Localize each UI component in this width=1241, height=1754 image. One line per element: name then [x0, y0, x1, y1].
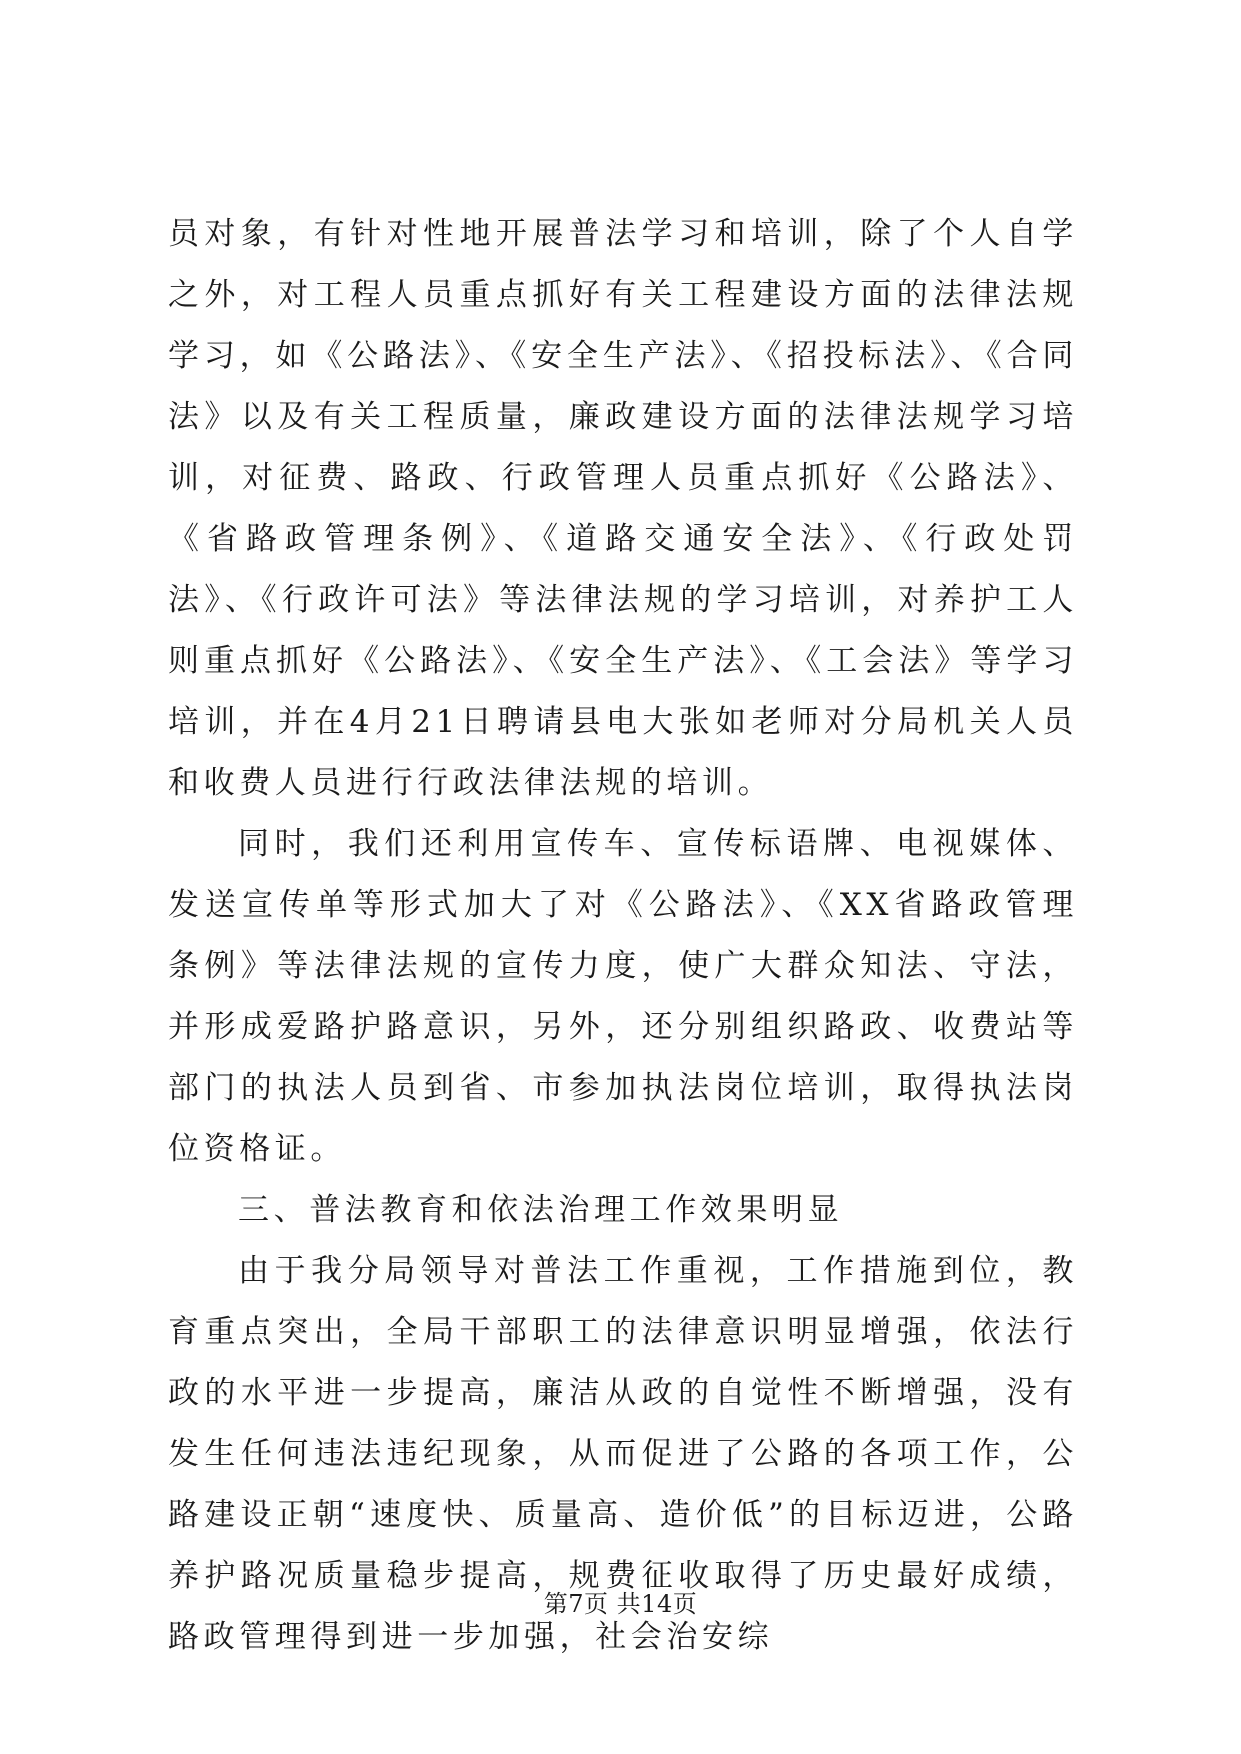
- document-body: [168, 204, 1078, 1668]
- paragraph-publicity: 同时，我们还利用宣传车、宣传标语牌、电视媒体、发送宣传单等形式加大了对《公路法》、《XX省路政管理条例》等法律法规的宣传力度，使广大群众知法、守法，并形成爱路护路意识，另外，还分别组织路政、收费站等部门的执法人员到省、市参加执法岗位培训，取得执法岗位资格证。: [168, 826, 1078, 1167]
- page-number-footer: 第7页 共14页: [543, 1590, 698, 1618]
- paragraph-training-content: 员对象，有针对性地开展普法学习和培训，除了个人自学之外，对工程人员重点抓好有关工程建设方面的法律法规学习，如《公路法》、《安全生产法》、《招投标法》、《合同法》以及有关工程质量，廉政建设方面的法律法规学习培训，对征费、路政、行政管理人员重点抓好《公路法》、《省路政管理条例》、《道路交通安全法》、《行政处罚法》、《行政许可法》等法律法规的学习培训，对养护工人则重点抓好《公路法》、《安全生产法》、《工会法》等学习培训，并在4月21日聘请县电大张如老师对分局机关人员和收费人员进行行政法律法规的培训。: [168, 216, 1078, 801]
- section-heading-three: 三、普法教育和依法治理工作效果明显: [238, 1192, 844, 1228]
- paragraph-results: 由于我分局领导对普法工作重视，工作措施到位，教育重点突出，全局干部职工的法律意识明显增强，依法行政的水平进一步提高，廉洁从政的自觉性不断增强，没有发生任何违法违纪现象，从而促进了公路的各项工作，公路建设正朝“速度快、质量高、造价低”的目标迈进，公路养护路况质量稳步提高，规费征收取得了历史最好成绩，路政管理得到进一步加强，社会治安综: [168, 1253, 1078, 1655]
